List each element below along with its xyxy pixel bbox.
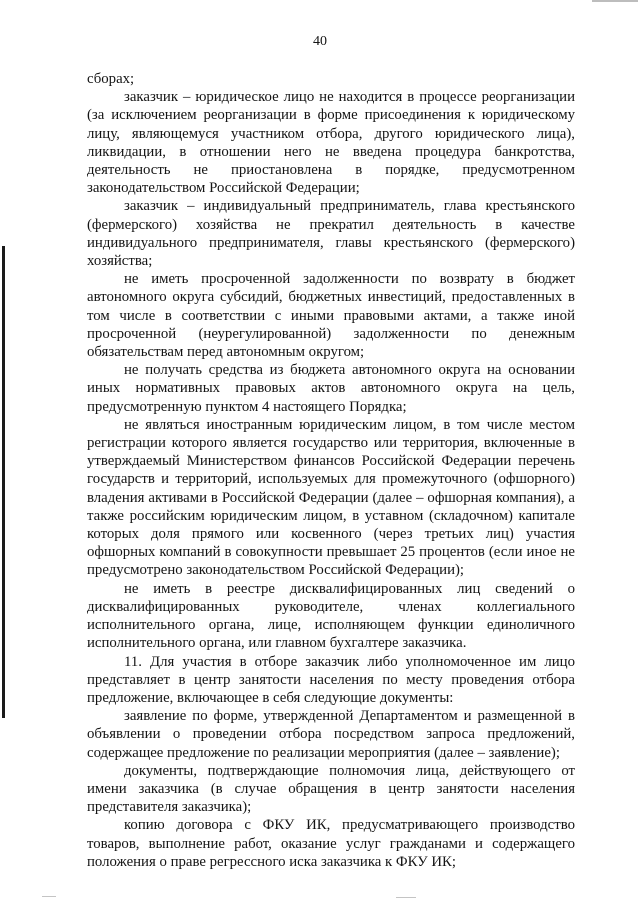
paragraph-entrepreneur: заказчик – индивидуальный предприниматель, глава крестьянского (фермерского) хозяйства не прекратил деятельность в качестве индивидуального предпринимателя, главы крестьянского (фермерского) хозяйства; [87, 198, 575, 270]
paragraph-continuation: сборах; [87, 71, 135, 87]
paragraph-contract-copy: копию договора с ФКУ ИК, предусматривающего производство товаров, выполнение работ, оказание услуг гражданами и содержащего положения о праве регрессного иска заказчика к ФКУ ИК; [87, 817, 575, 870]
paragraph-offshore: не являться иностранным юридическим лицом, в том числе местом регистрации которого является государство или территория, включенные в утверждаемый Министерством финансов Российской Федерации перечень государств и территорий, используемых для промежуточного (офшорного) владения активами в Российской Федерации (далее – офшорная компания), а также российским юридическим лицом, в уставном (складочном) капитале которых доля прямого или косвенного (через третьих лиц) участия офшорных компаний в совокупности превышает 25 процентов (если иное не предусмотрено законодательством Российской Федерации); [87, 416, 575, 579]
scan-binding-edge [2, 246, 5, 718]
paragraph-application: заявление по форме, утвержденной Департаментом и размещенной в объявлении о проведении отбора посредством запроса предложений, содержащее предложение по реализации мероприятия (далее – заявление); [87, 708, 575, 761]
scan-speck [42, 896, 56, 897]
scan-corner-mark [592, 0, 638, 2]
paragraph-reorganization: заказчик – юридическое лицо не находится в процессе реорганизации (за исключением реорганизации в форме присоединения к юридическому лицу, являющемуся участником отбора, другого юридического лица), ликвидации, в отношении него не введена процедура банкротства, деятельность не приостановлена в порядке, предусмотренном законодательством Российской Федерации; [87, 89, 575, 197]
paragraph-authority-docs: документы, подтверждающие полномочия лица, действующего от имени заказчика (в случае обращения в центр занятости населения представителя заказчика); [87, 762, 575, 816]
paragraph-section-11: 11. Для участия в отборе заказчик либо уполномоченное им лицо представляет в центр занятости населения по месту проведения отбора предложение, включающее в себя следующие документы: [87, 653, 575, 706]
page-number: 40 [313, 34, 327, 49]
scan-speck [396, 897, 416, 898]
paragraph-budget-funds: не получать средства из бюджета автономного округа на основании иных нормативных правовых актов автономного округа на цель, предусмотренную пунктом 4 настоящего Порядка; [87, 362, 575, 415]
document-body [87, 70, 575, 871]
paragraph-debt: не иметь просроченной задолженности по возврату в бюджет автономного округа субсидий, бюджетных инвестиций, предоставленных в том числе в соответствии с иными правовыми актами, а также иной просроченной (неурегулированной) задолженности по денежным обязательствам перед автономным округом; [87, 271, 575, 361]
paragraph-disqualified: не иметь в реестре дисквалифицированных лиц сведений о дисквалифицированных руководителе, членах коллегиального исполнительного органа, лице, исполняющем функции единоличного исполнительного органа, или главном бухгалтере заказчика. [87, 580, 575, 652]
